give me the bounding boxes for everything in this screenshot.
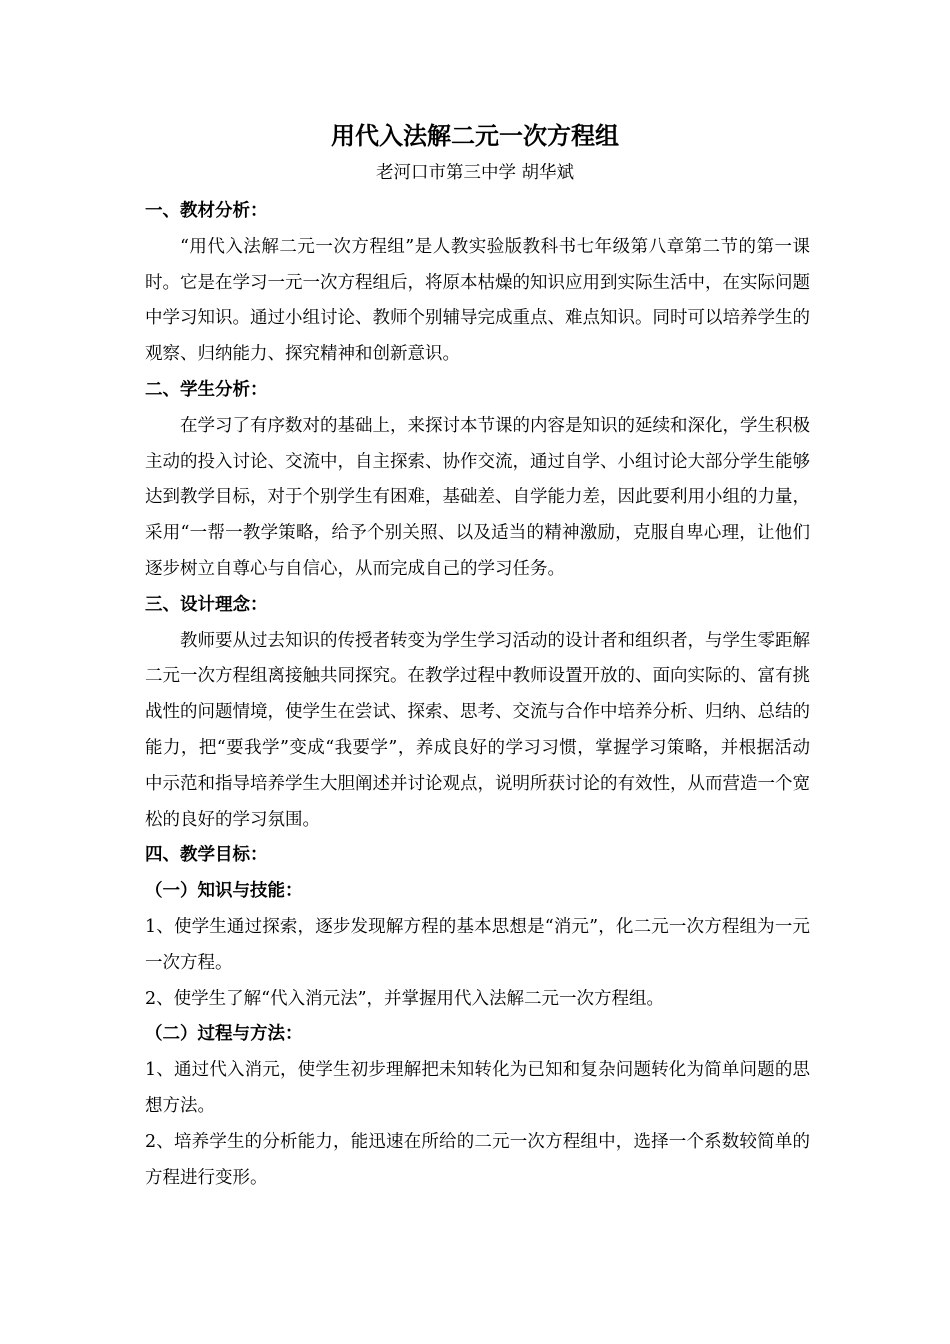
- section-heading-student-analysis: 二、学生分析：: [145, 379, 268, 400]
- list-item: 1、通过代入消元，使学生初步理解把未知转化为已知和复杂问题转化为简单问题的思想方法。: [145, 1060, 810, 1116]
- list-item: 2、培养学生的分析能力，能迅速在所给的二元一次方程组中，选择一个系数较简单的方程进行变形。: [145, 1131, 810, 1188]
- list-item: 2、使学生了解“代入消元法”，并掌握用代入法解二元一次方程组。: [145, 988, 665, 1009]
- document-title: 用代入法解二元一次方程组: [331, 121, 619, 150]
- document-author: 老河口市第三中学 胡华斌: [375, 163, 575, 183]
- section-paragraph-textbook-analysis: “用代入法解二元一次方程组”是人教实验版教科书七年级第八章第二节的第一课时。它是在学习一元一次方程组后，将原本枯燥的知识应用到实际生活中，在实际问题中学习知识。通过小组讨论、教师个别辅导完成重点、难点知识。同时可以培养学生的观察、归纳能力、探究精神和创新意识。: [145, 236, 810, 365]
- list-item: 1、使学生通过探索，逐步发现解方程的基本思想是“消元”，化二元一次方程组为一元一次方程。: [145, 916, 810, 973]
- subsection-heading-knowledge-skills: （一）知识与技能：: [145, 881, 303, 902]
- subsection-heading-process-methods: （二）过程与方法：: [145, 1024, 303, 1045]
- document-body: [145, 194, 810, 1196]
- section-heading-teaching-goals: 四、教学目标：: [145, 845, 268, 866]
- section-paragraph-design-concept: 教师要从过去知识的传授者转变为学生学习活动的设计者和组织者，与学生零距解二元一次方程组离接触共同探究。在教学过程中教师设置开放的、面向实际的、富有挑战性的问题情境，使学生在尝试、探索、思考、交流与合作中培养分析、归纳、总结的能力，把“要我学”变成“我要学”，养成良好的学习习惯，掌握学习策略，并根据活动中示范和指导培养学生大胆阐述并讨论观点，说明所获讨论的有效性，从而营造一个宽松的良好的学习氛围。: [145, 630, 810, 830]
- section-heading-textbook-analysis: 一、教材分析：: [145, 201, 268, 221]
- section-heading-design-concept: 三、设计理念：: [145, 594, 268, 615]
- section-paragraph-student-analysis: 在学习了有序数对的基础上，来探讨本节课的内容是知识的延续和深化，学生积极主动的投入讨论、交流中，自主探索、协作交流，通过自学、小组讨论大部分学生能够达到教学目标，对于个别学生有困难，基础差、自学能力差，因此要利用小组的力量，采用“一帮一教学策略，给予个别关照、以及适当的精神激励，克服自卑心理，让他们逐步树立自尊心与自信心，从而完成自己的学习任务。: [145, 415, 810, 579]
